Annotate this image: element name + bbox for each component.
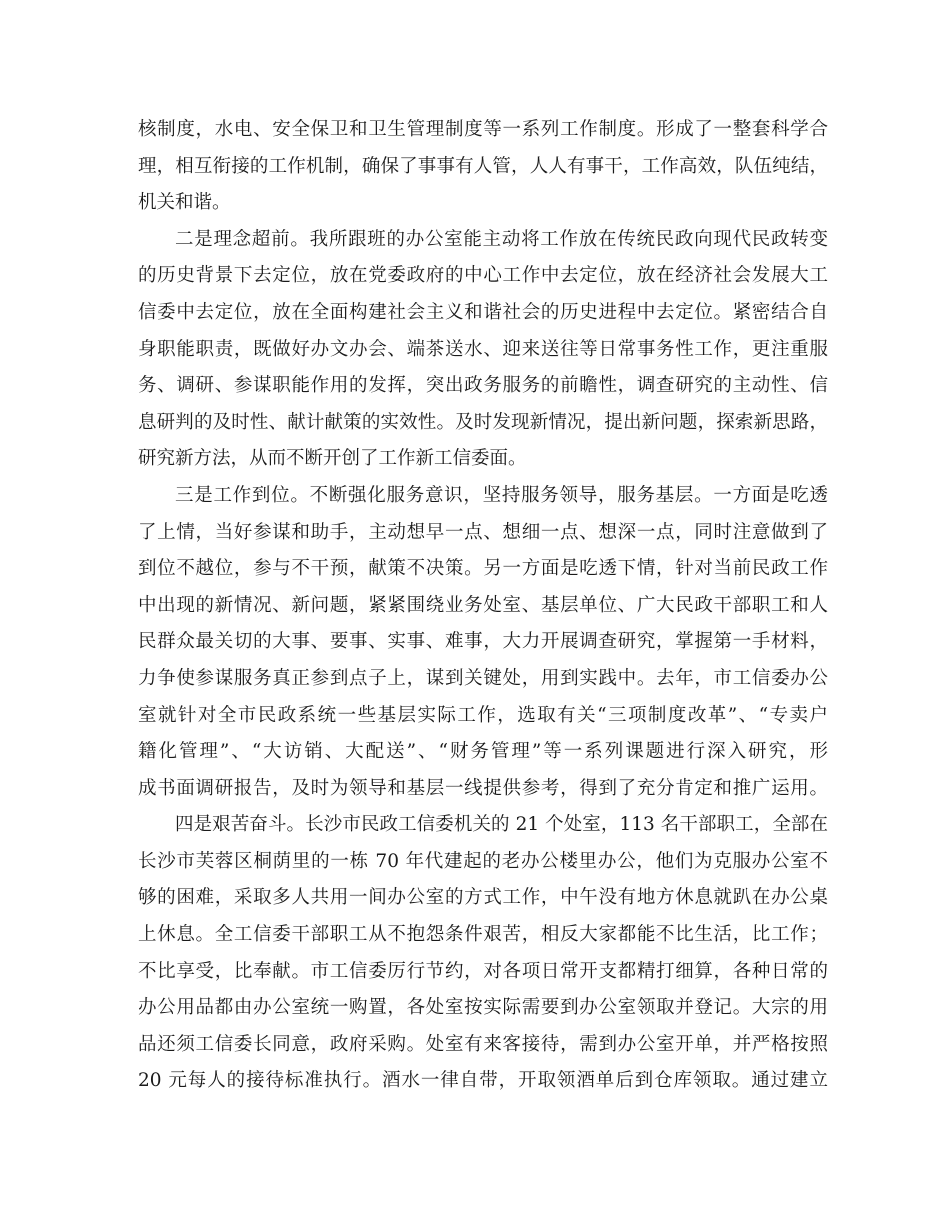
text-line: 成书面调研报告，及时为领导和基层一线提供参考，得到了充分肯定和推广运用。	[138, 777, 828, 799]
text-line: 办公用品都由办公室统一购置，各处室按实际需要到办公室领取并登记。大宗的用	[138, 997, 828, 1019]
text-line: 品还须工信委长同意，政府采购。处室有来客接待，需到办公室开单，并严格按照	[138, 1033, 828, 1055]
text-line: 信委中去定位，放在全面构建社会主义和谐社会的历史进程中去定位。紧密结合自	[138, 301, 828, 323]
text-line: 务、调研、参谋职能作用的发挥，突出政务服务的前瞻性，调查研究的主动性、信	[138, 375, 828, 397]
text-line: 籍化管理”、“大访销、大配送”、“财务管理”等一系列课题进行深入研究，形	[138, 741, 828, 763]
text-line: 理，相互衔接的工作机制，确保了事事有人管，人人有事干，工作高效，队伍纯结，	[138, 155, 828, 177]
text-line: 够的困难，采取多人共用一间办公室的方式工作，中午没有地方休息就趴在办公桌	[138, 887, 828, 909]
text-line: 力争使参谋服务真正参到点子上，谋到关键处，用到实践中。去年，市工信委办公	[138, 667, 828, 689]
text-line: 息研判的及时性、献计献策的实效性。及时发现新情况，提出新问题，探索新思路，	[138, 411, 828, 433]
text-line: 机关和谐。	[138, 192, 231, 214]
text-line: 20 元每人的接待标准执行。酒水一律自带，开取领酒单后到仓库领取。通过建立	[138, 1070, 828, 1092]
paragraph-start-line: 三是工作到位。不断强化服务意识，坚持服务领导，服务基层。一方面是吃透	[175, 484, 828, 506]
paragraph-start-line: 四是艰苦奋斗。长沙市民政工信委机关的 21 个处室，113 名干部职工，全部在	[175, 814, 828, 836]
text-line: 的历史背景下去定位，放在党委政府的中心工作中去定位，放在经济社会发展大工	[138, 265, 828, 287]
body-text	[138, 112, 828, 1100]
text-line: 民群众最关切的大事、要事、实事、难事，大力开展调查研究，掌握第一手材料，	[138, 631, 828, 653]
paragraph-start-line: 二是理念超前。我所跟班的办公室能主动将工作放在传统民政向现代民政转变	[175, 228, 828, 250]
text-line: 长沙市芙蓉区桐荫里的一栋 70 年代建起的老办公楼里办公，他们为克服办公室不	[138, 850, 828, 872]
text-line: 研究新方法，从而不断开创了工作新工信委面。	[138, 448, 527, 470]
text-line: 上休息。全工信委干部职工从不抱怨条件艰苦，相反大家都能不比生活，比工作；	[138, 924, 828, 946]
text-line: 到位不越位，参与不干预，献策不决策。另一方面是吃透下情，针对当前民政工作	[138, 558, 828, 580]
text-line: 身职能职责，既做好办文办会、端茶送水、迎来送往等日常事务性工作，更注重服	[138, 338, 828, 360]
text-line: 中出现的新情况、新问题，紧紧围绕业务处室、基层单位、广大民政干部职工和人	[138, 594, 828, 616]
text-line: 室就针对全市民政系统一些基层实际工作，选取有关“三项制度改革”、“专卖户	[138, 704, 828, 726]
text-line: 了上情，当好参谋和助手，主动想早一点、想细一点、想深一点，同时注意做到了	[138, 521, 828, 543]
text-line: 不比享受，比奉献。市工信委厉行节约，对各项日常开支都精打细算，各种日常的	[138, 960, 828, 982]
text-line: 核制度，水电、安全保卫和卫生管理制度等一系列工作制度。形成了一整套科学合	[138, 119, 828, 140]
